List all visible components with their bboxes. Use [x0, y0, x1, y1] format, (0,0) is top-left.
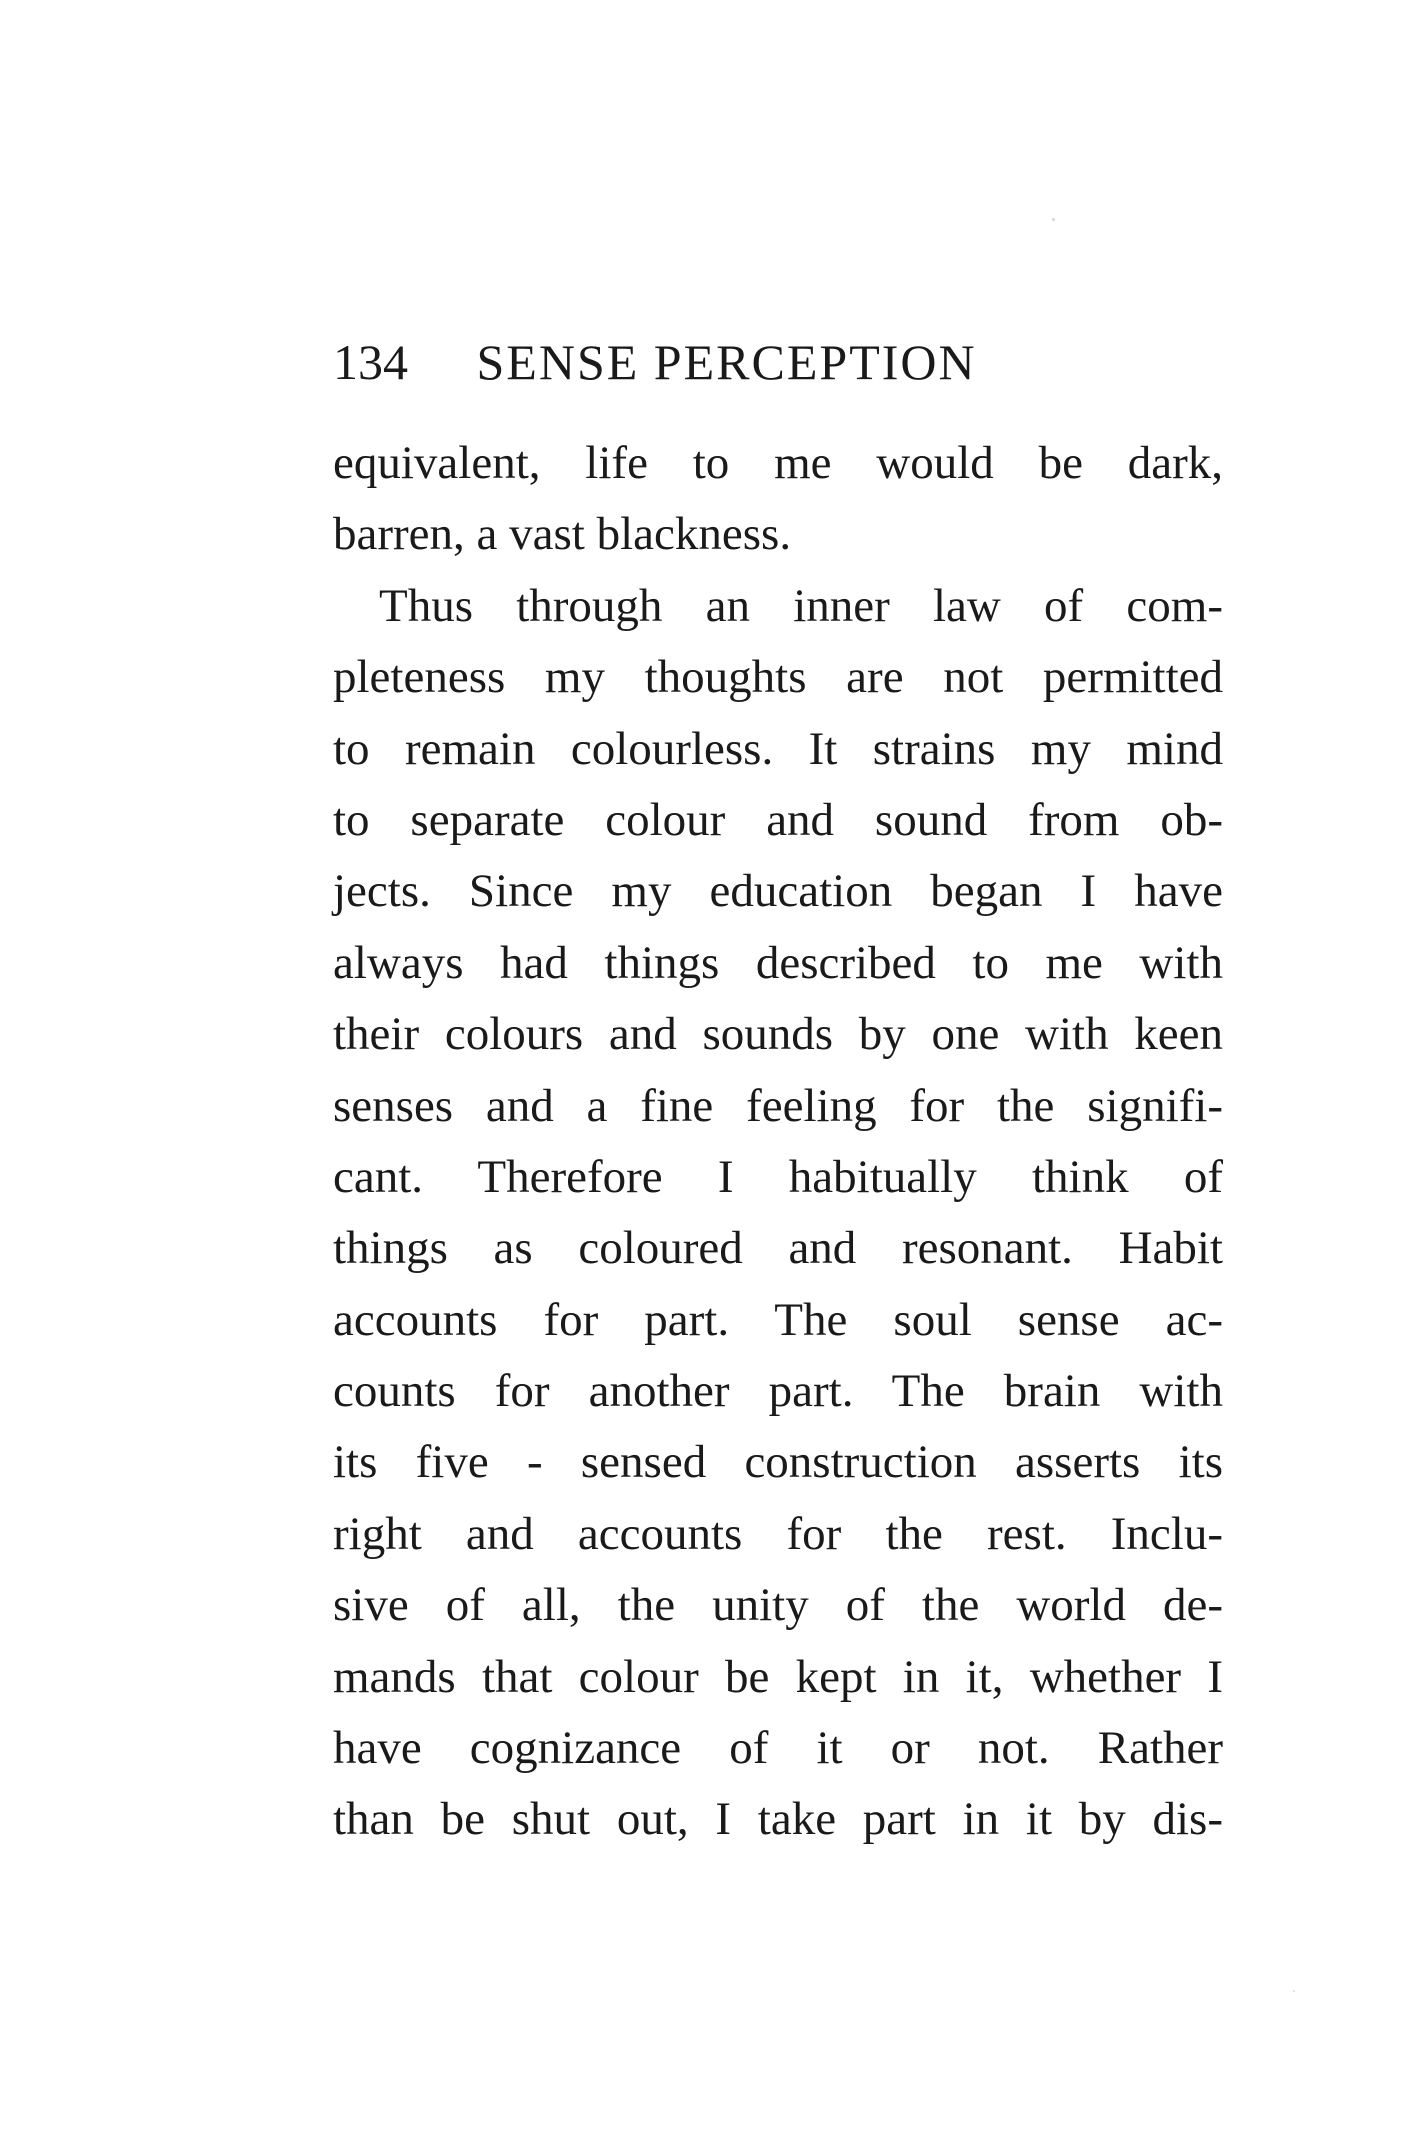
text-line: its five - sensed construction asserts its — [333, 1436, 1223, 1489]
text-line: equivalent, life to me would be dark, — [333, 437, 1223, 489]
text-line: right and accounts for the rest. Inclu- — [333, 1507, 1223, 1560]
text-line: cant. Therefore I habitually think of — [333, 1150, 1223, 1203]
text-line: sive of all, the unity of the world de- — [333, 1579, 1223, 1632]
text-line: jects. Since my education began I have — [333, 865, 1223, 918]
text-line: have cognizance of it or not. Rather — [333, 1722, 1223, 1775]
text-line: barren, a vast blackness. — [333, 508, 792, 561]
text-line: than be shut out, I take part in it by dis- — [333, 1793, 1223, 1846]
text-line: senses and a fine feeling for the signifi- — [333, 1079, 1223, 1132]
text-line: Thus through an inner law of com- — [379, 579, 1223, 632]
running-head — [333, 332, 1233, 392]
text-line: always had things described to me with — [333, 936, 1223, 989]
text-line: things as coloured and resonant. Habit — [333, 1222, 1223, 1275]
text-line: mands that colour be kept in it, whether I — [333, 1650, 1223, 1703]
text-line: accounts for part. The soul sense ac- — [333, 1293, 1223, 1346]
running-title: SENSE PERCEPTION — [476, 334, 977, 390]
text-line: their colours and sounds by one with keen — [333, 1008, 1223, 1061]
text-line: pleteness my thoughts are not permitted — [333, 651, 1223, 704]
text-line: to separate colour and sound from ob- — [333, 793, 1223, 846]
body-text — [333, 428, 1223, 1856]
text-line: counts for another part. The brain with — [333, 1365, 1223, 1418]
paper-speck — [1293, 1990, 1295, 1992]
paper-speck — [1052, 218, 1055, 221]
text-line: to remain colourless. It strains my mind — [333, 722, 1223, 775]
page-number: 134 — [333, 334, 408, 390]
